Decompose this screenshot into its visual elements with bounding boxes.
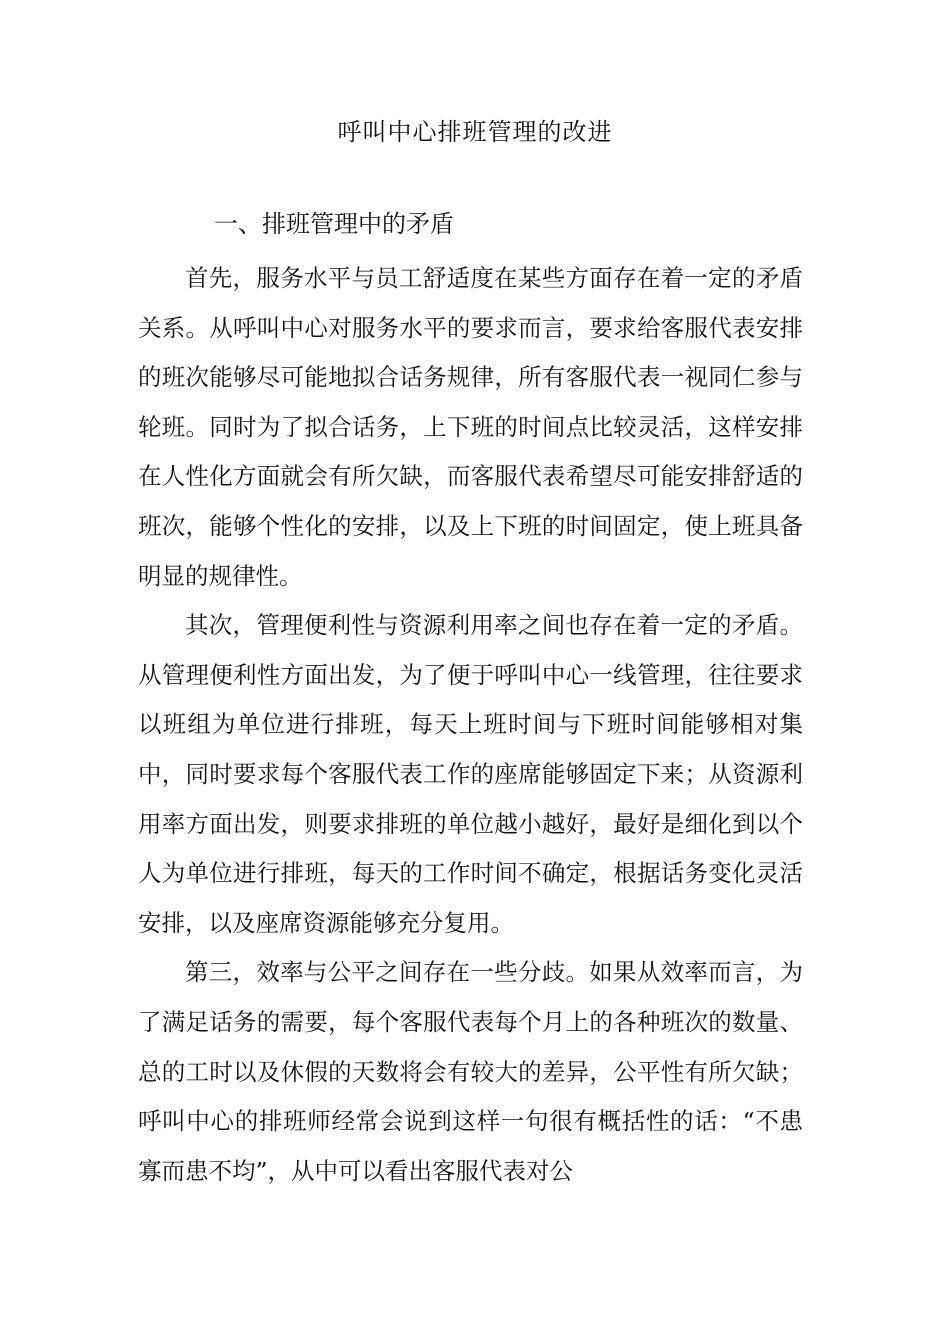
paragraph-3: 第三，效率与公平之间存在一些分歧。如果从效率而言，为了满足话务的需要，每个客服代表每个月上的各种班次的数量、总的工时以及休假的天数将会有较大的差异，公平性有所欠缺；呼叫中心的排班师经常会说到这样一句很有概括性的话：“不患寡而患不均”，从中可以看出客服代表对公 [138, 958, 803, 1185]
page-title: 呼叫中心排班管理的改进 [337, 118, 613, 146]
paragraph-2: 其次，管理便利性与资源利用率之间也存在着一定的矛盾。从管理便利性方面出发，为了便于呼叫中心一线管理，往往要求以班组为单位进行排班，每天上班时间与下班时间能够相对集中，同时要求每个客服代表工作的座席能够固定下来；从资源利用率方面出发，则要求排班的单位越小越好，最好是细化到以个人为单位进行排班，每天的工作时间不确定，根据话务变化灵活安排，以及座席资源能够充分复用。 [138, 611, 803, 937]
paragraph-1: 首先，服务水平与员工舒适度在某些方面存在着一定的矛盾关系。从呼叫中心对服务水平的要求而言，要求给客服代表安排的班次能够尽可能地拟合话务规律，所有客服代表一视同仁参与轮班。同时为了拟合话务，上下班的时间点比较灵活，这样安排在人性化方面就会有所欠缺，而客服代表希望尽可能安排舒适的班次，能够个性化的安排，以及上下班的时间固定，使上班具备明显的规律性。 [138, 264, 803, 590]
document-body [138, 254, 803, 1196]
section-heading: 一、排班管理中的矛盾 [214, 210, 454, 238]
